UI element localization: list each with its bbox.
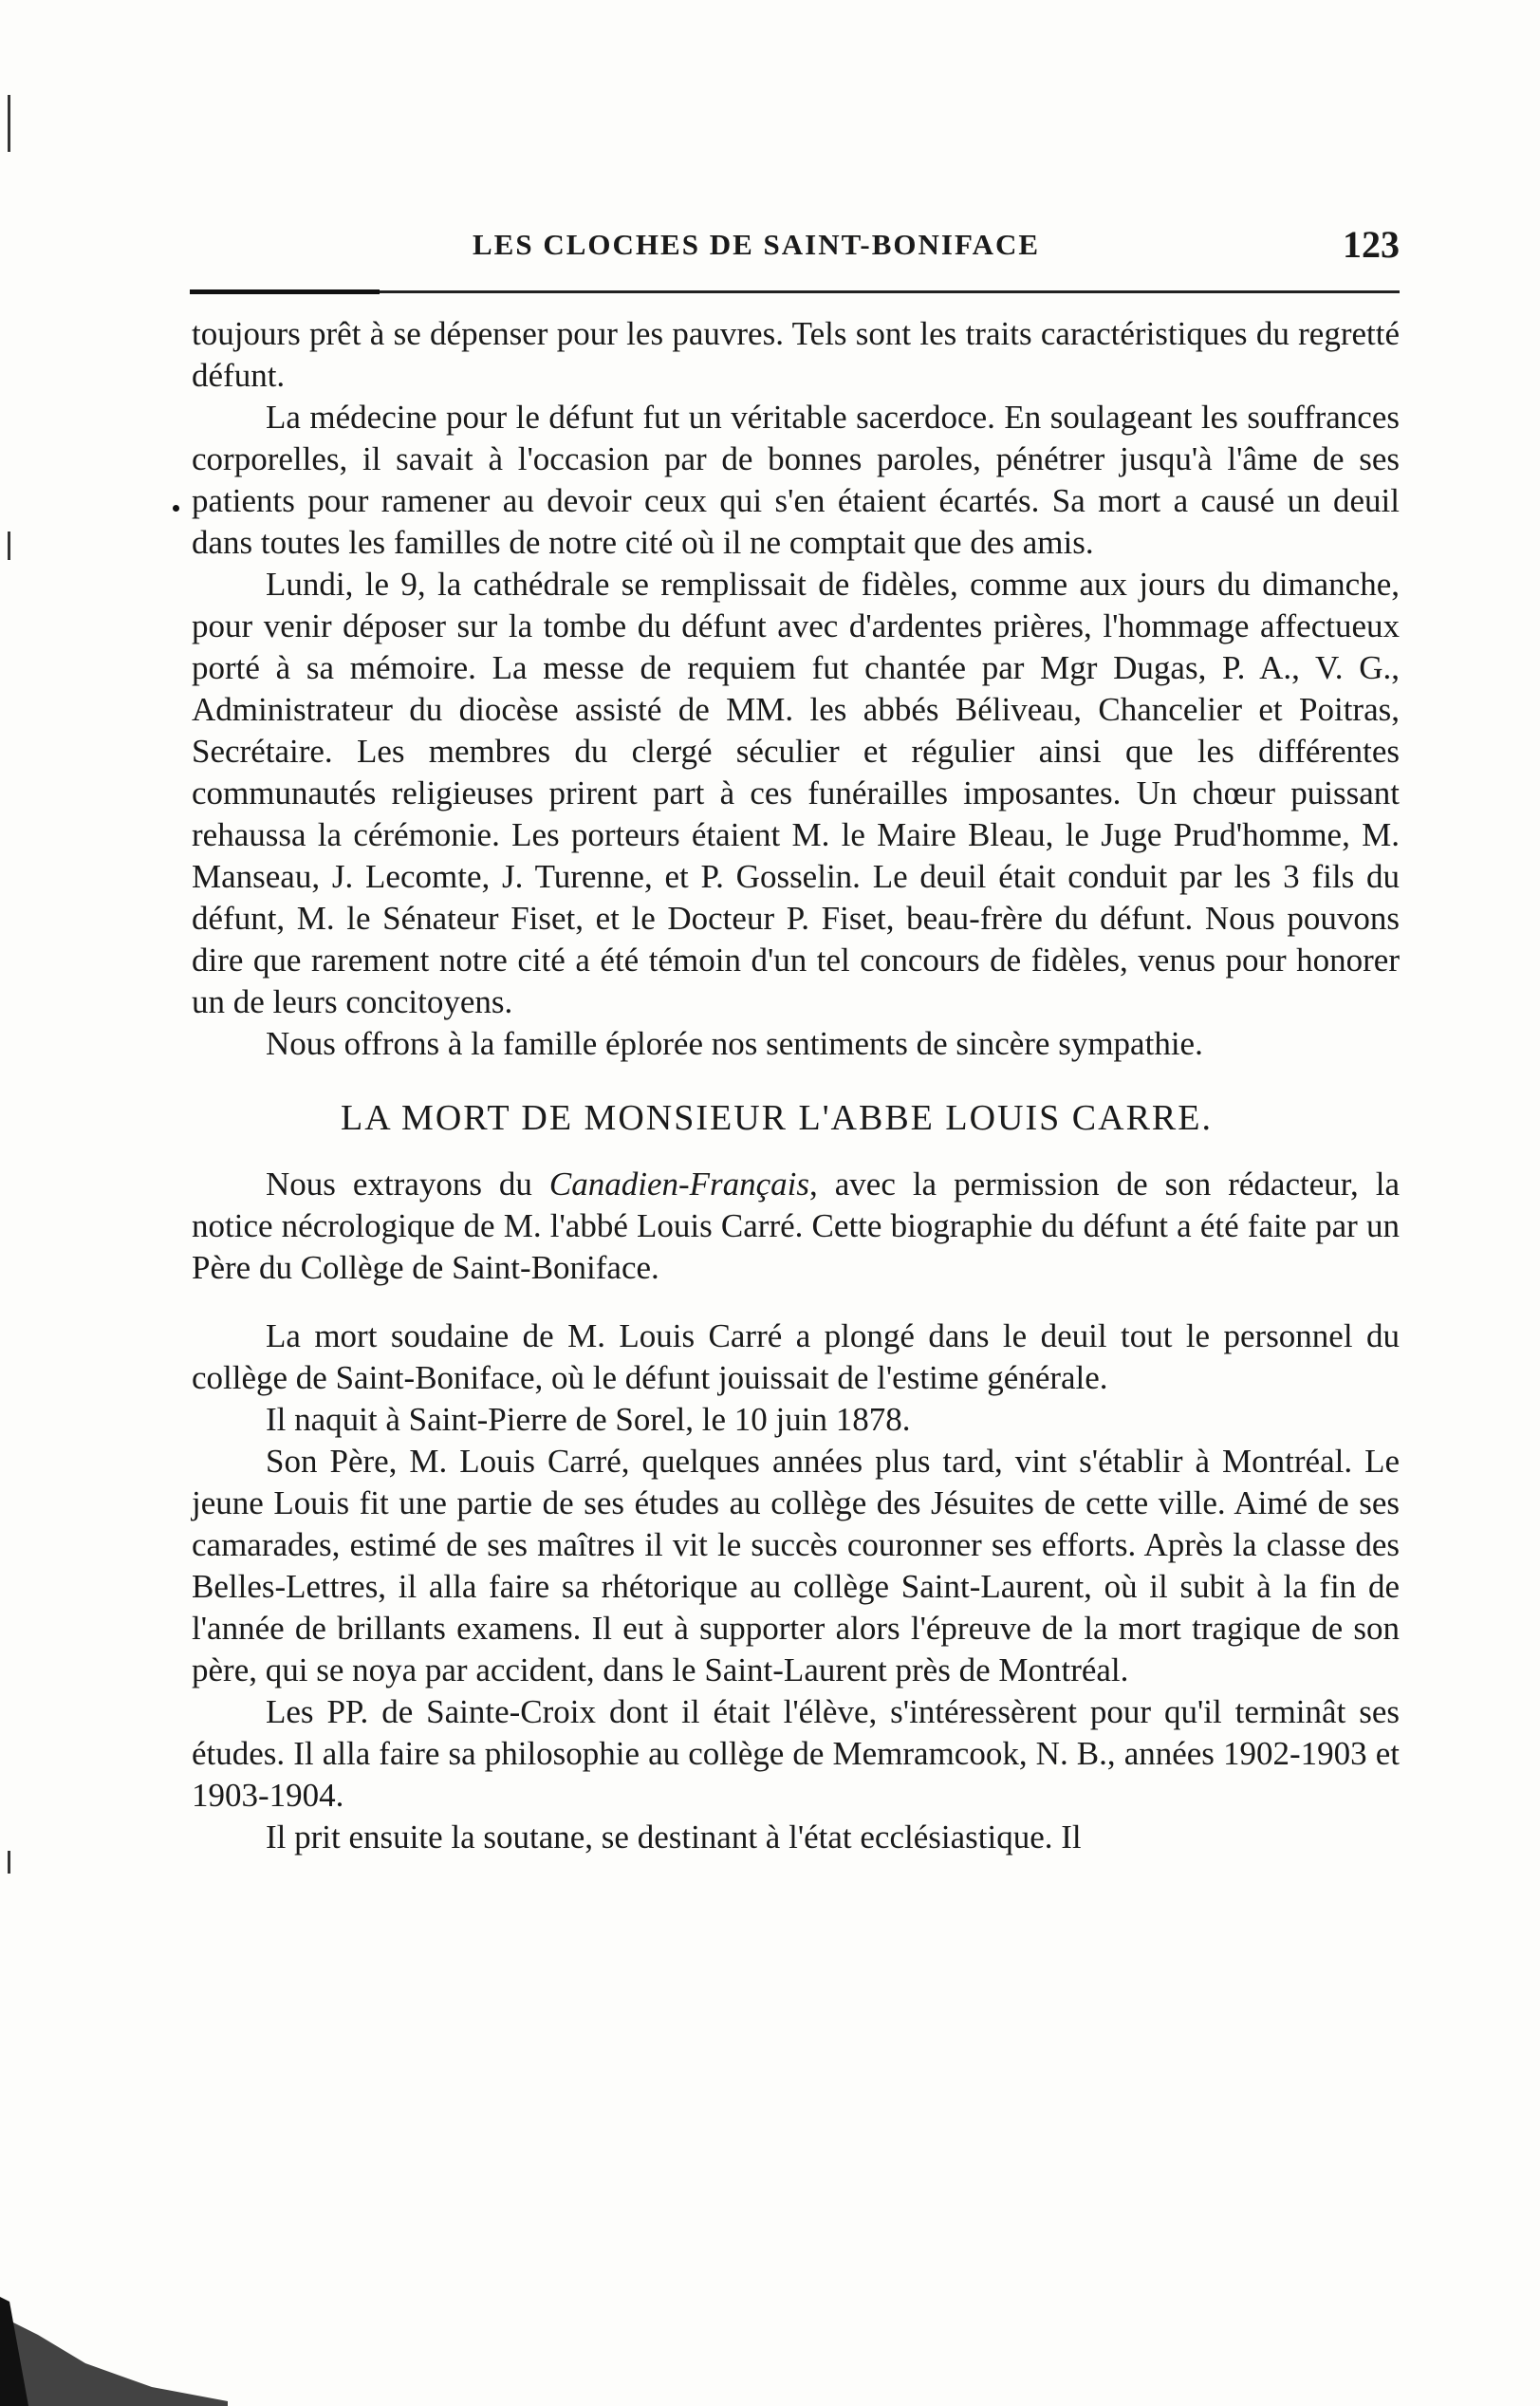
newspaper-title: Canadien-Français — [548, 1166, 810, 1203]
paragraph: Les PP. de Sainte-Croix dont il était l'élève, s'intéressèrent pour qu'il terminât ses études. Il alla faire sa philosophie au collège de Memramcook, N. B., années 1902-1903 et 1903-1904. — [192, 1693, 1400, 1814]
body-text — [192, 313, 1400, 1858]
margin-mark — [8, 532, 10, 560]
paragraph: Lundi, le 9, la cathédrale se remplissait de fidèles, comme aux jours du dimanche, pour venir déposer sur la tombe du défunt avec d'ardentes prières, l'hommage affectueux porté à sa mémoire. La messe de requiem fut chantée par Mgr Dugas, P. A., V. G., Administrateur du diocèse assisté de MM. les abbés Béliveau, Chancelier et Poitras, Secrétaire. Les membres du clergé séculier et régulier ainsi que les différentes communautés religieuses prirent part à ces funérailles imposantes. Un chœur puissant rehaussa la cérémonie. Les porteurs étaient M. le Maire Bleau, le Juge Prud'homme, M. Manseau, J. Lecomte, J. Turenne, et P. Gosselin. Le deuil était conduit par les 3 fils du défunt, M. le Sénateur Fiset, et le Docteur P. Fiset, beau-frère du défunt. Nous pouvons dire que rarement notre cité a été témoin d'un tel concours de fidèles, venus pour honorer un de leurs concitoyens. — [192, 566, 1400, 1020]
paragraph: toujours prêt à se dépenser pour les pauvres. Tels sont les traits caractéristiques du regretté défunt. — [192, 315, 1400, 394]
margin-mark — [8, 1851, 10, 1874]
page-number: 123 — [1343, 223, 1400, 266]
scan-smudge — [0, 2297, 228, 2406]
paragraph-text: , avec la permission de son rédacteur, la notice nécrologique de M. l'abbé Louis Carré. Cette biographie du défunt a été faite par un Père du Collège de Saint-Boniface. — [192, 1166, 1400, 1286]
margin-mark — [8, 95, 10, 152]
stray-dot — [173, 505, 179, 512]
paragraph: Il naquit à Saint-Pierre de Sorel, le 10 juin 1878. — [266, 1401, 911, 1438]
paragraph: La médecine pour le défunt fut un véritable sacerdoce. En soulageant les souffrances corporelles, il savait à l'occasion par de bonnes paroles, pénétrer jusqu'à l'âme de ses patients pour ramener au devoir ceux qui s'en étaient écartés. Sa mort a causé un deuil dans toutes les familles de notre cité où il ne comptait que des amis. — [192, 399, 1400, 561]
paragraph-text: Nous extrayons du — [266, 1166, 549, 1203]
running-title: LES CLOCHES DE SAINT-BONIFACE — [473, 228, 1041, 261]
paragraph: Nous offrons à la famille éplorée nos sentiments de sincère sympathie. — [266, 1025, 1203, 1062]
header-rule — [190, 290, 1400, 293]
paragraph: Il prit ensuite la soutane, se destinant à l'état ecclésiastique. Il — [266, 1818, 1082, 1856]
paragraph: Son Père, M. Louis Carré, quelques années plus tard, vint s'établir à Montréal. Le jeune Louis fit une partie de ses études au collège des Jésuites de cette ville. Aimé de ses camarades, estimé de ses maîtres il vit le succès couronner ses efforts. Après la classe des Belles-Lettres, il alla faire sa rhétorique au collège Saint-Laurent, où il subit à la fin de l'année de brillants examens. Il eut à supporter alors l'épreuve de la mort tragique de son père, qui se noya par accident, dans le Saint-Laurent près de Montréal. — [192, 1443, 1400, 1688]
section-heading: LA MORT DE MONSIEUR L'ABBE LOUIS CARRE. — [341, 1098, 1213, 1138]
paragraph: La mort soudaine de M. Louis Carré a plongé dans le deuil tout le personnel du collège de Saint-Boniface, où le défunt jouissait de l'estime générale. — [192, 1317, 1400, 1396]
paragraph — [192, 1164, 1400, 1289]
page-header — [190, 216, 1400, 273]
